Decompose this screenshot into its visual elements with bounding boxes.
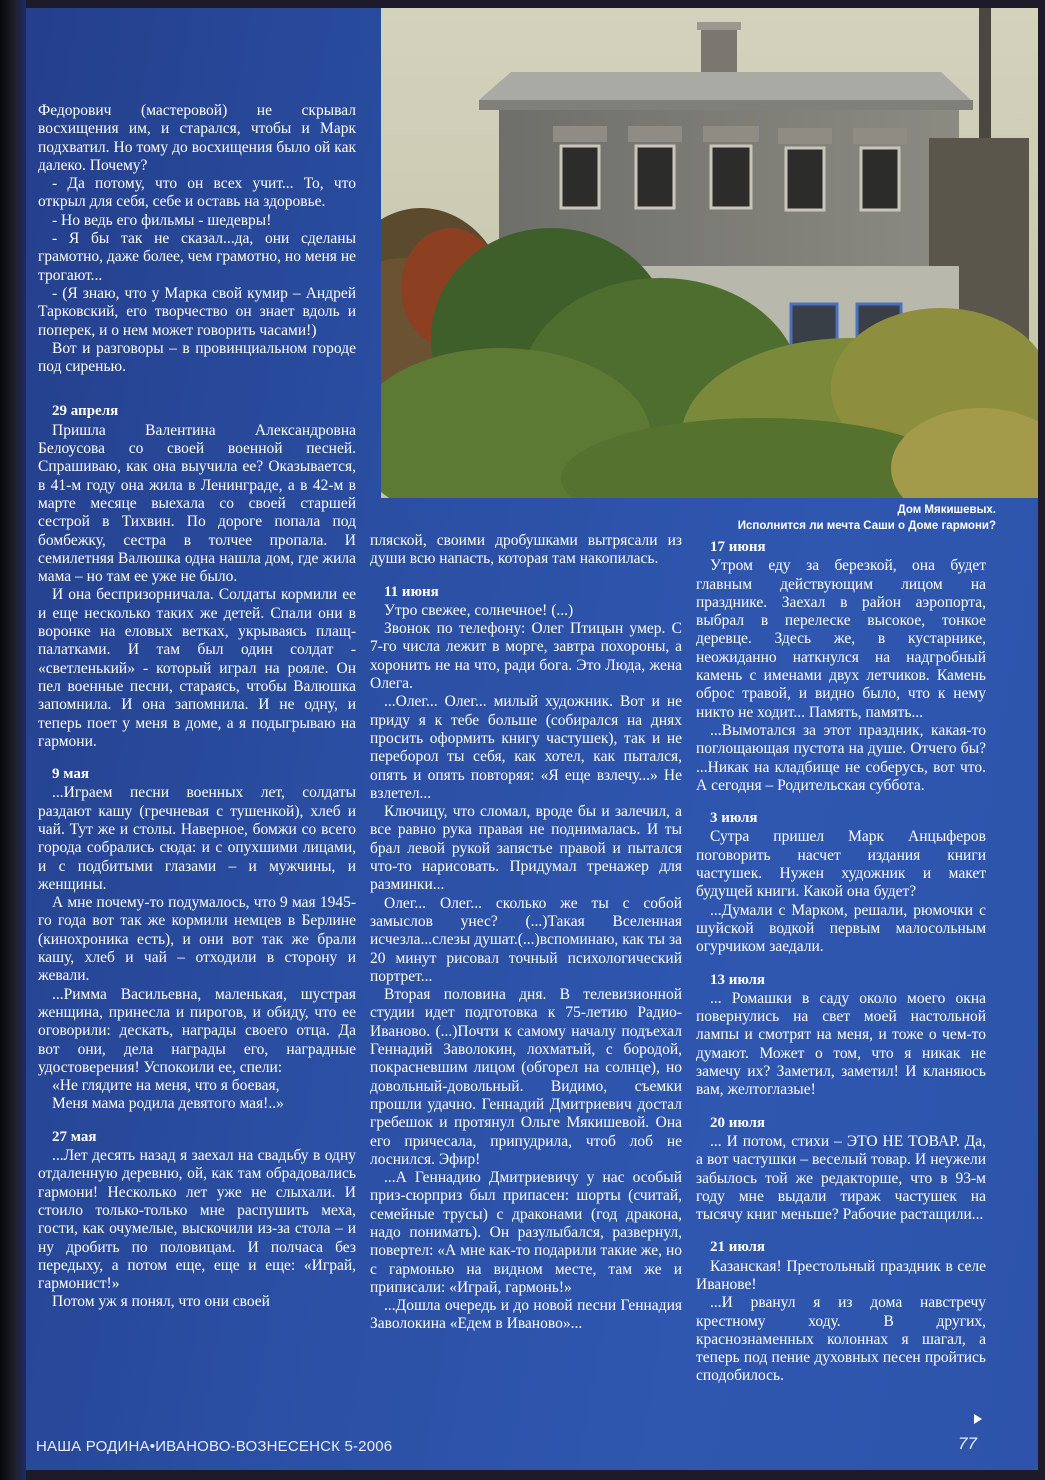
- paragraph: ...Дошла очередь и до новой песни Геннадия Заволокина «Едем в Иваново»...: [370, 1297, 682, 1333]
- paragraph: И она беспризорничала. Солдаты кормили ее и еще несколько таких же детей. Спали они в воронке на еловых ветках, укрываясь плащ-палатками. И там был один солдат - «светленький» - который играл на рояле. Он пел военные песни, стараясь, чтобы Валюшка запомнила. И она запомнила. И не одну, и теперь поет у меня в доме, а я подыгрываю на гармони.: [38, 586, 356, 750]
- paragraph: Сутра пришел Марк Анцыферов поговорить насчет издания книги частушек. Нужен художник и макет будущей книги. Какой она будет?: [696, 828, 986, 901]
- paragraph: ...Олег... Олег... милый художник. Вот и не приду я к тебе больше (собирался на днях просить оформить книгу частушек), так и не переборол ты себя, как хотел, как пытался, опять и опять повторяя: «Я еще взлечу...» Не взлетел...: [370, 693, 682, 802]
- date-heading: 20 июля: [710, 1114, 766, 1131]
- continue-arrow-icon: [974, 1414, 982, 1424]
- column-2: [370, 532, 682, 1334]
- paragraph: ... Ромашки в саду около моего окна повернулись на свет моей настольной лампы и смотрят на меня, и тоже о чем-то думают. Может о том, что я никак не замечу их? Заметил, заметил! И кланяюсь вам, желтоглазые!: [696, 989, 986, 1099]
- paragraph: Ключицу, что сломал, вроде бы и залечил, а все равно рука правая не поднималась. И ты брал левой рукой запястье правой и пытался что-то нарисовать. Придумал тренажер для разминки...: [370, 803, 682, 894]
- caption-line-2: Исполнится ли мечта Саши о Доме гармони?: [737, 520, 996, 532]
- date-heading: 9 мая: [52, 766, 89, 783]
- caption-line-1: Дом Мякишевых.: [897, 504, 996, 516]
- poem-line: «Не глядите на меня, что я боевая,: [52, 1077, 280, 1095]
- paragraph: - (Я знаю, что у Марка свой кумир – Андрей Тарковский, его творчество он знает вдоль и поперек, и о нем может говорить часами!): [38, 284, 356, 339]
- date-heading: 11 июня: [384, 583, 439, 600]
- column-3: [696, 538, 986, 1386]
- paragraph: ...Думали с Марком, решали, рюмочки с шуйской водкой первым малосольным огурчиком заедали.: [696, 901, 986, 956]
- paragraph: Федорович (мастеровой) не скрывал восхищения им, и старался, чтобы и Марк подхватил. Но тому до восхищения было ой как далеко. Почему?: [38, 102, 356, 174]
- paragraph: ...Играем песни военных лет, солдаты раздают кашу (гречневая с тушенкой), хлеб и чай. Тут же и столы. Наверное, бомжи со всего города собрались сюда: и с опухшими лицами, и с подбитыми глазами – и мужчины, и женщины.: [38, 784, 356, 893]
- paragraph: - Да потому, что он всех учит... То, что открыл для себя, себе и оставь на здоровье.: [38, 175, 356, 211]
- house-photo-drawing: [381, 8, 1038, 498]
- poem-line: Меня мама родила девятого мая!..»: [52, 1095, 284, 1113]
- column-1: [38, 102, 356, 1312]
- paragraph: Утро свежее, солнечное! (...): [384, 601, 574, 619]
- paragraph: Вторая половина дня. В телевизионной студии идет подготовка к 75-летию Радио-Иваново. (...)Почти к самому началу подъехал Геннадий Заволокин, лохматый, с бородой, покрасневшим лицом (обгорел на солнце), но довольный-довольный. Видимо, съемки прошли удачно. Геннадий Дмитриевич достал гребешок и протянул Ольге Мякишевой. Она его причесала, припудрила, чтоб лоб не лоснился. Эфир!: [370, 986, 682, 1168]
- paragraph: Пришла Валентина Александровна Белоусова со своей военной песней. Спрашиваю, как она выучила ее? Оказывается, в 41-м году она жила в Ленинграде, а в 42-м в марте месяце выехала со своей старшей сестрой в Тихвин. По дороге попала под бомбежку, сестра в толчее пропала. И семилетняя Валюшка одна нашла дом, где жила мама – но там ее уже не было.: [38, 421, 356, 586]
- paragraph: А мне почему-то подумалось, что 9 мая 1945-го года вот так же кормили немцев в Берлине (кинохроника есть), и они вот так же брали кашу, хлеб и чай – отходили в сторону и жевали.: [38, 894, 356, 985]
- paragraph: ...Лет десять назад я заехал на свадьбу в одну отдаленную деревню, ой, как там обрадовались гармони! Несколько лет уже не слыхали. И стоило только-только мне распушить меха, гости, как очумелые, выскочили из-за стола – и ну дробить по половицам. И полчаса без передыху, а потом еще, еще и еще: «Играй, гармонист!»: [38, 1147, 356, 1293]
- date-heading: 27 мая: [52, 1128, 97, 1145]
- date-heading: 21 июля: [710, 1239, 766, 1256]
- date-heading: 29 апреля: [52, 403, 119, 420]
- paragraph: Казанская! Престольный праздник в селе Иванове!: [696, 1257, 986, 1293]
- paragraph: ...Римма Васильевна, маленькая, шустрая женщина, принесла и пирогов, и обиду, что ее оговорили: дескать, награды своего отца. Да вот они, дела награды его, наградные удостоверения! Успокоили ее, спели:: [38, 985, 356, 1076]
- page-number: 77: [958, 1434, 977, 1453]
- date-heading: 3 июля: [710, 810, 758, 827]
- binding-gutter: [0, 0, 26, 1480]
- paragraph: ...А Геннадию Дмитриевичу у нас особый приз-сюрприз был припасен: шорты (считай, семейные трусы) с драконами (год дракона, надо понимать). Он разулыбался, развернул, повертел: «А мне как-то подарили такие же, но с гармонью на видном месте, там же и приписали: «Играй, гармонь!»: [370, 1169, 682, 1296]
- house-photo: [381, 8, 1038, 498]
- paragraph: Утром еду за березкой, она будет главным действующим лицом на празднике. Заехал в район аэропорта, выбрал в перелеске высокое, тонкое деревце. Здесь же, в кустарнике, неожиданно наткнулся на надгробный камень с именами двух летчиков. Камень оброс травой, и видно было, что к нему никто не ходит... Память, память...: [696, 557, 986, 721]
- photo-caption: [576, 502, 996, 534]
- paragraph: ...И рванул я из дома навстречу крестному ходу. В других, краснознаменных колоннах я шагал, а теперь под пение духовных песен пройтись сподобилось.: [696, 1294, 986, 1385]
- paragraph: Вот и разговоры – в провинциальном городе под сиренью.: [38, 339, 356, 376]
- paragraph: Звонок по телефону: Олег Птицын умер. С 7-го числа лежит в морге, завтра похороны, а хоронить не на что, ради бога. Это Люда, жена Олега.: [370, 620, 682, 693]
- paragraph: Потом уж я понял, что они своей: [52, 1293, 270, 1311]
- magazine-page: [26, 8, 1038, 1470]
- paragraph: пляской, своими дробушками вытрясали из души всю напасть, которая там накопилась.: [370, 532, 682, 568]
- paragraph: - Но ведь его фильмы - шедевры!: [52, 211, 272, 229]
- footer-magazine-title: НАША РОДИНА•ИВАНОВО-ВОЗНЕСЕНСК 5-2006: [36, 1438, 393, 1455]
- paragraph: - Я бы так не сказал...да, они сделаны грамотно, даже более, чем грамотно, но меня не трогают...: [38, 230, 356, 284]
- date-heading: 13 июля: [710, 971, 766, 988]
- paragraph: ... И потом, стихи – ЭТО НЕ ТОВАР. Да, а вот частушки – веселый товар. И неужели забылось той же редакторше, что в 93-м году мне выдали тираж частушек на тысячу книг меньше? Рабочие растащили...: [696, 1132, 986, 1224]
- paragraph: ...Вымотался за этот праздник, какая-то поглощающая пустота на душе. Отчего бы? ...Никак на кладбище не соберусь, вот что. А сегодня – Родительская суббота.: [696, 721, 986, 794]
- paragraph: Олег... Олег... сколько же ты с собой замыслов унес? (...)Такая Вселенная исчезла...слезы душат.(...)вспоминаю, как ты за 20 минут рисовал точный психологический портрет...: [370, 894, 682, 985]
- date-heading: 17 июня: [710, 539, 766, 555]
